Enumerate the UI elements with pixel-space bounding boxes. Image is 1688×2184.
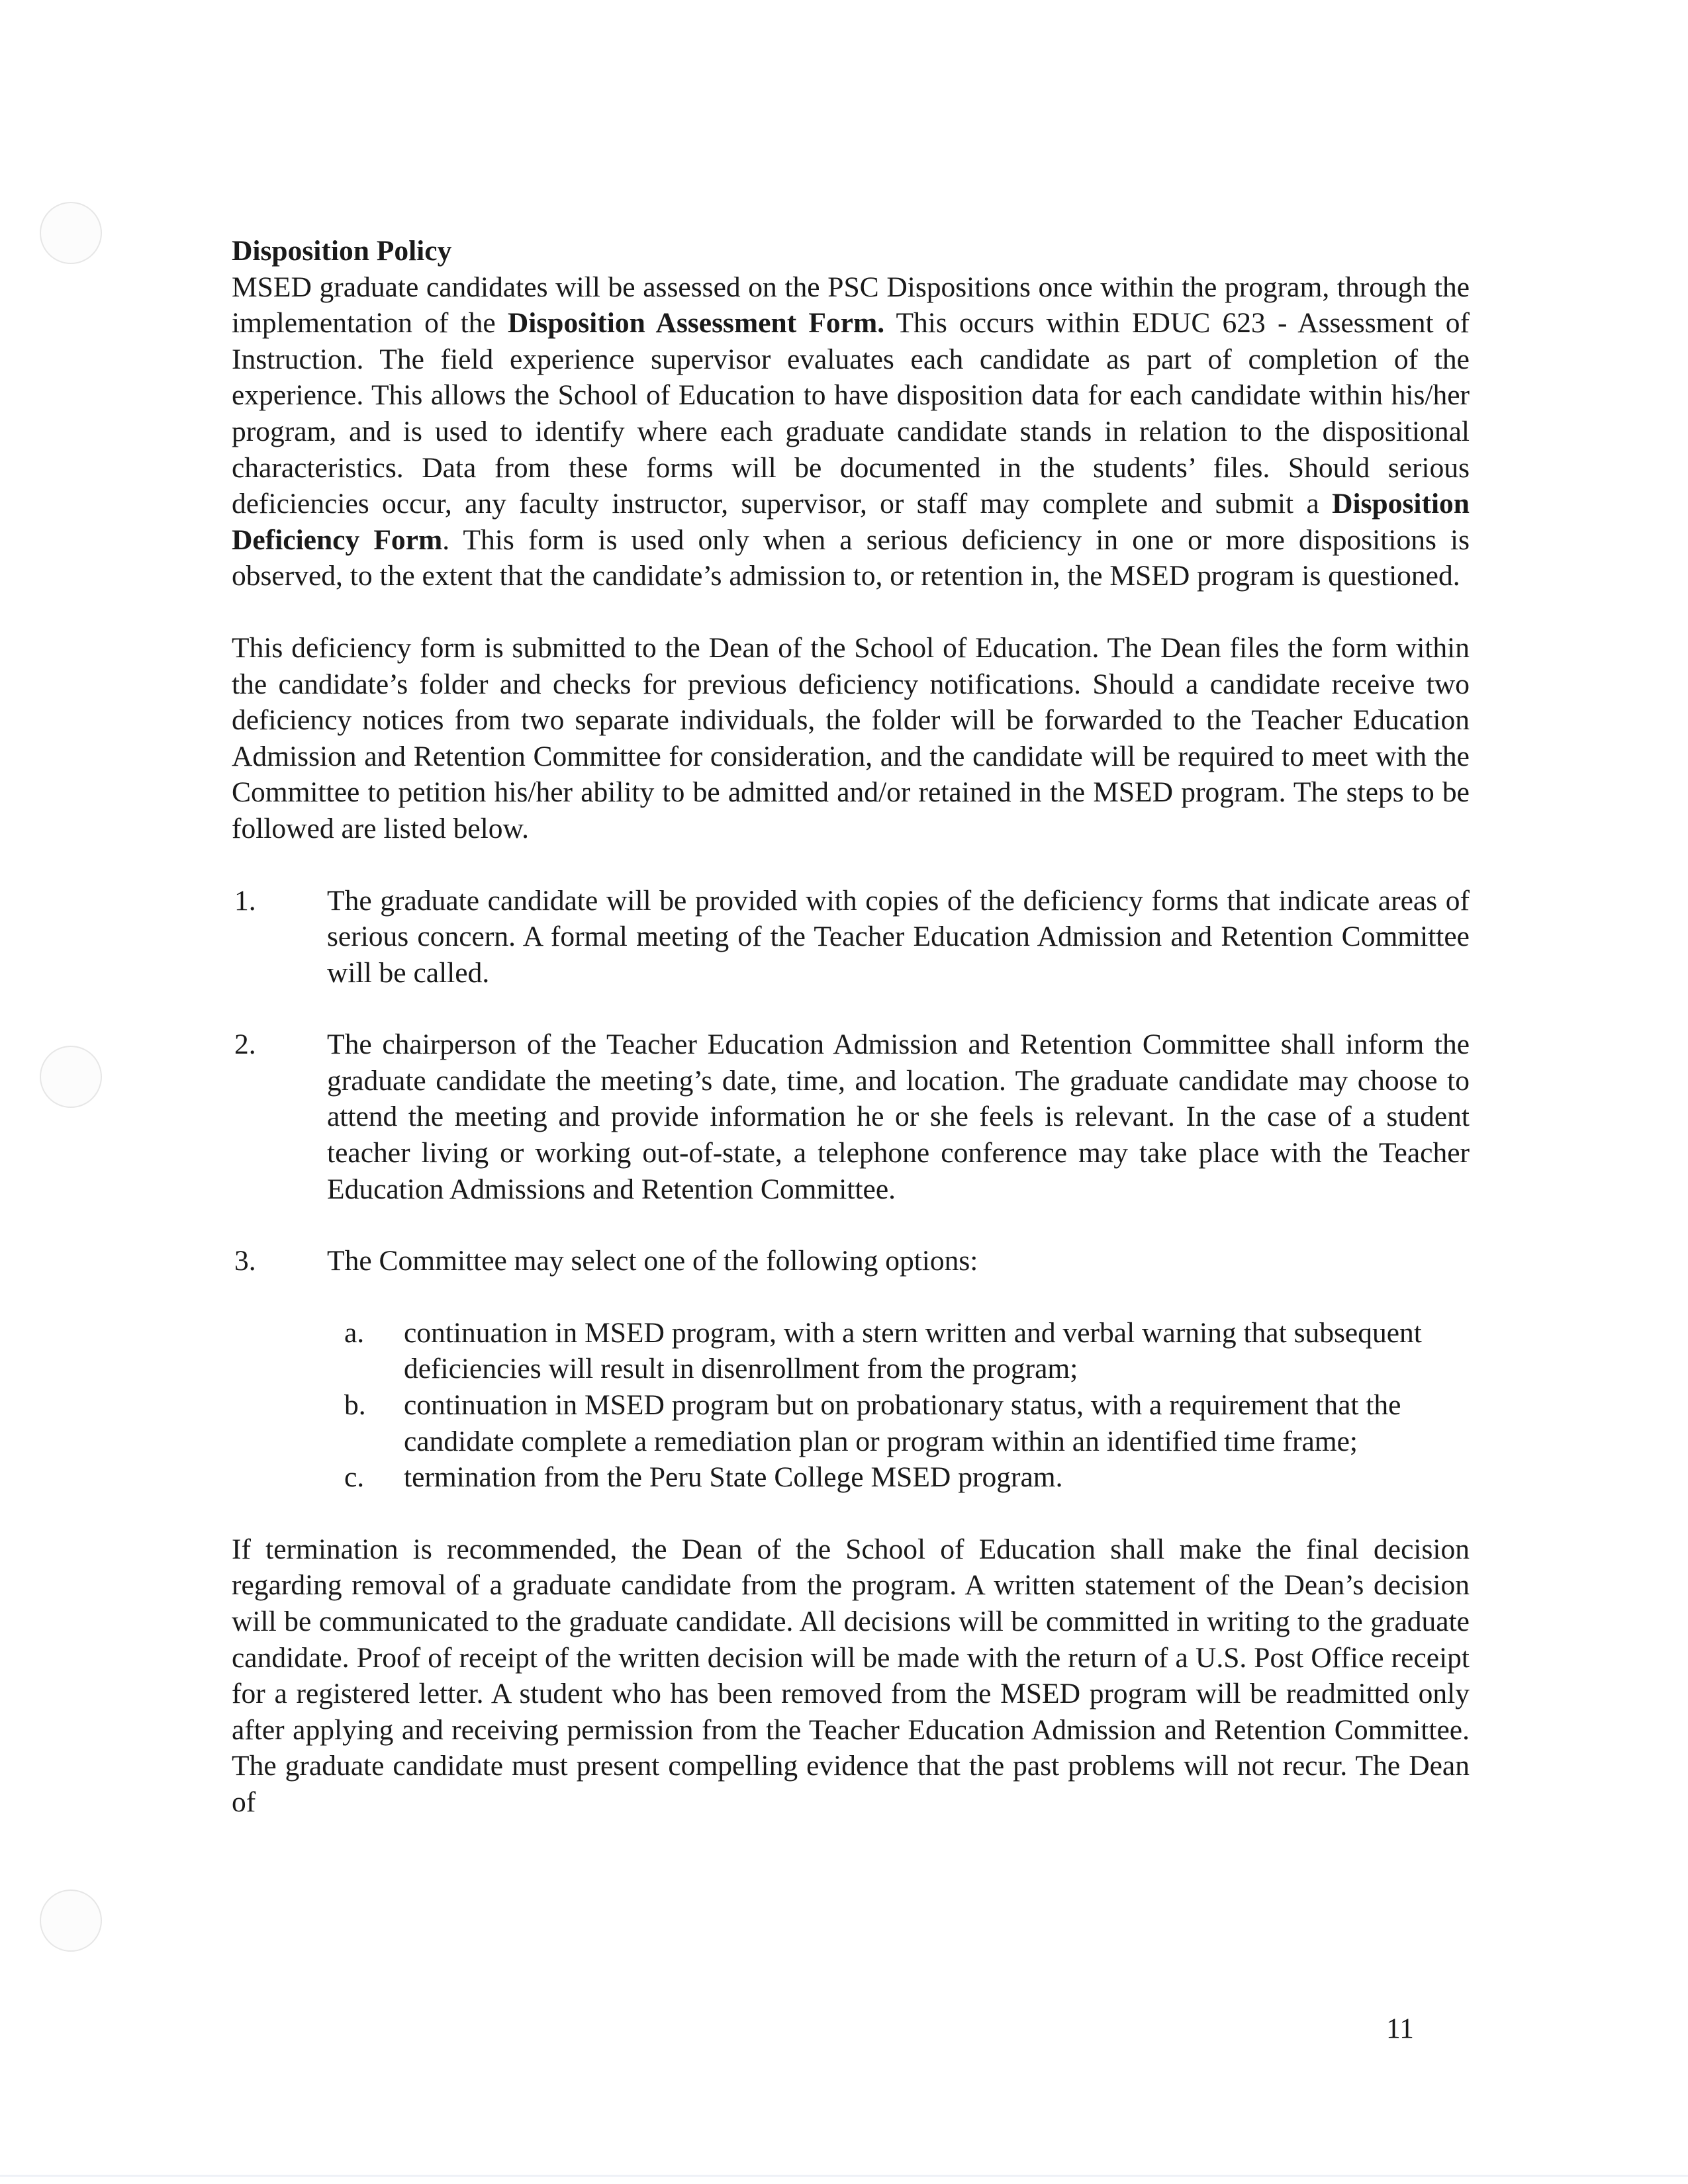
list-item [232,1243,1470,1279]
punch-hole-middle [40,1046,102,1108]
option-letter: a. [344,1316,365,1349]
step-text: The graduate candidate will be provided with copies of the deficiency forms that indicate areas of serious concern. A formal meeting of the Teacher Education Admission and Retention Committee will be called. [327,884,1470,989]
intro-text-1: MSED graduate candidates will be assessed on the PSC Dispositions once within the program, through the implementation of the [232,271,1470,340]
assessment-form-name: Disposition Assessment Form. [507,307,885,340]
intro-text-2: This occurs within EDUC 623 - Assessment of Instruction. The field experience supervisor evaluates each candidate as part of completion of the experience. This allows the School of Education to have disposition data for each candidate within his/her program, and is used to identify where each graduate candidate stands in relation to the dispositional characteristics. Data from these forms will be documented in the students’ files. Should serious deficiencies occur, any faculty instructor, supervisor, or staff may complete and submit a [232,307,1470,520]
intro-paragraph [232,269,1470,594]
options-list [232,1315,1470,1496]
option-text: continuation in MSED program, with a stern written and verbal warning that subsequent deficiencies will result in disenrollment from the program; [404,1316,1422,1385]
intro-text-3: . This form is used only when a serious deficiency in one or more dispositions is observed, to the extent that the candidate’s admission to, or retention in, the MSED program is questioned. [232,523,1470,592]
punch-hole-top [40,202,102,264]
section-heading: Disposition Policy [232,235,452,267]
option-text: continuation in MSED program but on probationary status, with a requirement that the candidate complete a remediation plan or program within an identified time frame; [404,1389,1401,1457]
step-text: The chairperson of the Teacher Education Admission and Retention Committee shall inform the graduate candidate the meeting’s date, time, and location. The graduate candidate may choose to attend the meeting and provide information he or she feels is relevant. In the case of a student teacher living or working out-of-state, a telephone conference may take place with the Teacher Education Admissions and Retention Committee. [327,1028,1470,1205]
list-item [232,1459,1470,1496]
step-text: The Committee may select one of the following options: [327,1245,978,1277]
option-letter: b. [344,1389,366,1422]
list-item [232,1026,1470,1207]
punch-hole-bottom [40,1889,102,1952]
step-number: 2. [234,1028,256,1061]
document-body [232,233,1470,1821]
scan-edge-divider [0,2175,1688,2177]
page-number: 11 [1386,2013,1414,2044]
step-number: 3. [234,1245,256,1277]
deficiency-paragraph: This deficiency form is submitted to the Dean of the School of Education. The Dean files the form within the candidate’s folder and checks for previous deficiency notifications. Should a candidate receive two deficiency notices from two separate individuals, the folder will be forwarded to the Teacher Education Admission and Retention Committee for consideration, and the candidate will be required to meet with the Committee to petition his/her ability to be admitted and/or retained in the MSED program. The steps to be followed are listed below. [232,631,1470,844]
step-number: 1. [234,884,256,917]
deficiency-form-name: Disposition Deficiency Form [232,488,1470,556]
option-letter: c. [344,1461,365,1494]
steps-list [232,883,1470,1279]
list-item [232,883,1470,991]
list-item [232,1387,1470,1459]
termination-paragraph: If termination is recommended, the Dean of the School of Education shall make the final decision regarding removal of a graduate candidate from the program. A written statement of the Dean’s decision will be communicated to the graduate candidate. All decisions will be committed in writing to the graduate candidate. Proof of receipt of the written decision will be made with the return of a U.S. Post Office receipt for a registered letter. A student who has been removed from the MSED program will be readmitted only after applying and receiving permission from the Teacher Education Admission and Retention Committee. The graduate candidate must present compelling evidence that the past problems will not recur. The Dean of [232,1533,1470,1818]
option-text: termination from the Peru State College MSED program. [404,1461,1063,1494]
list-item [232,1315,1470,1387]
